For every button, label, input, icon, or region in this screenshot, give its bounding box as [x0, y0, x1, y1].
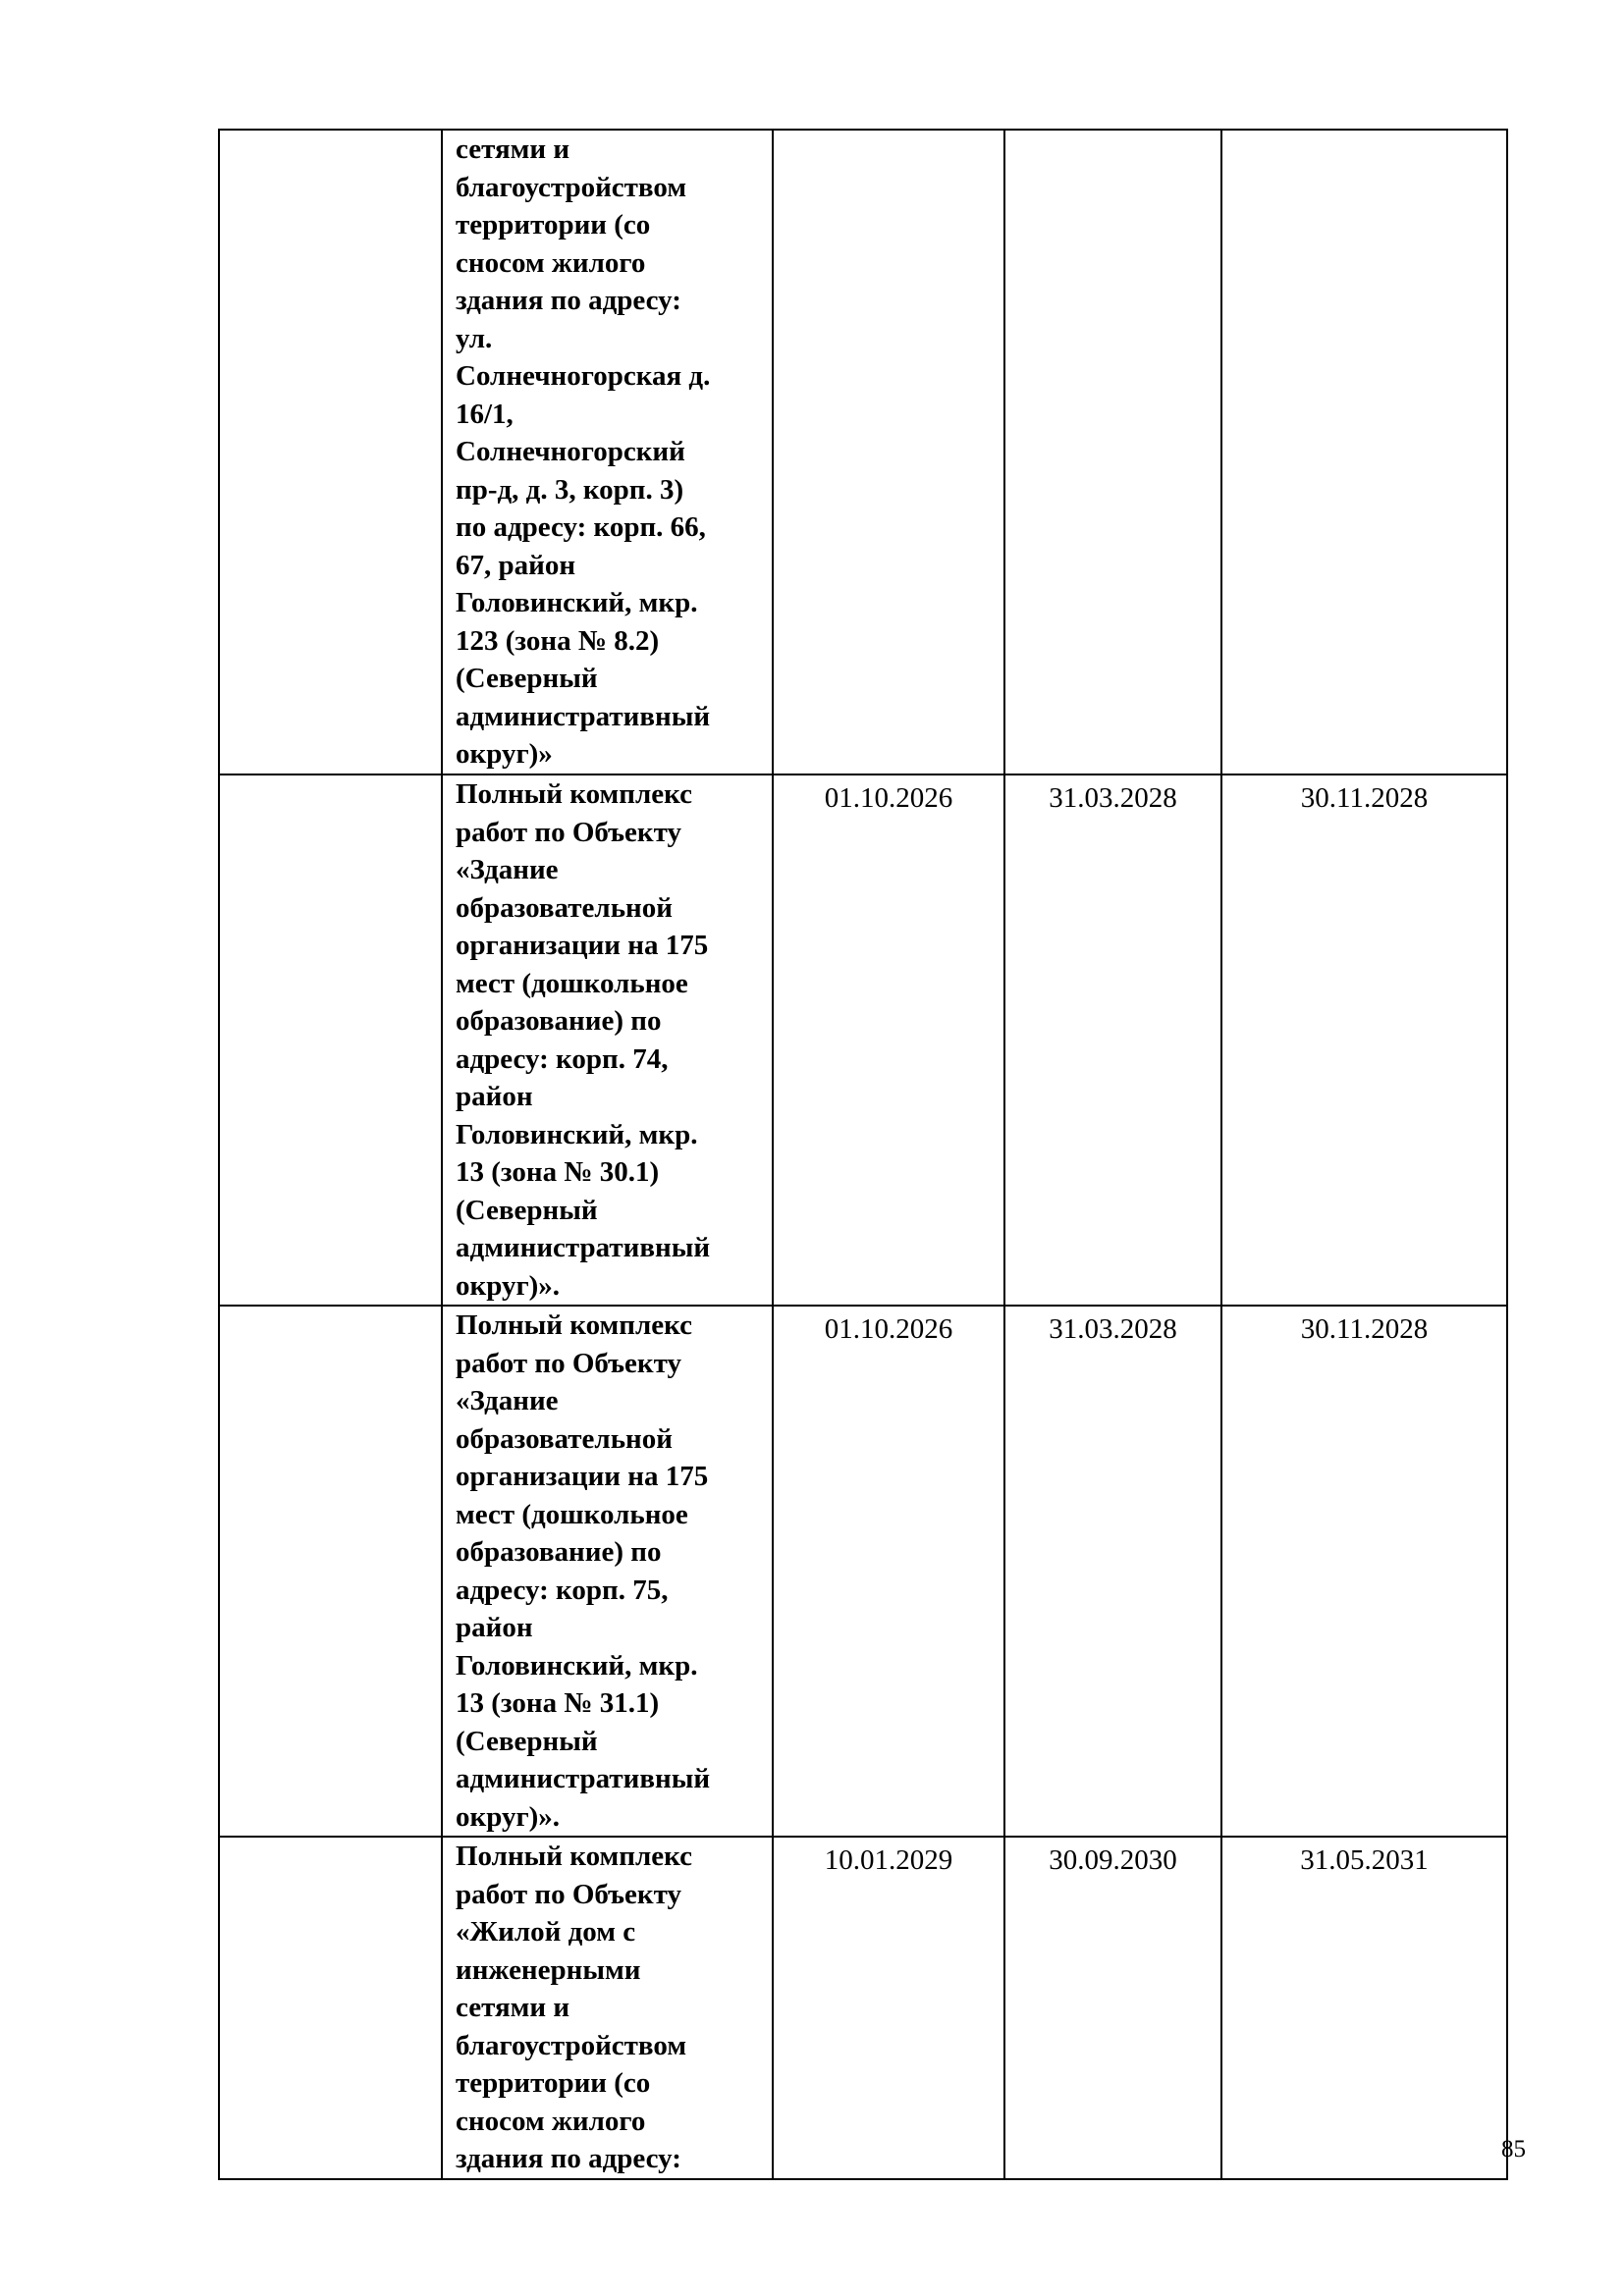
table-row — [219, 1306, 1507, 1837]
work-description: Полный комплекс работ по Объекту «Здание образовательной организации на 175 мест (дошкольное образование) по адресу: корп. 74, район Головинский, мкр. 13 (зона № 30.1) (Северный административный округ)». — [456, 778, 711, 1302]
row-number-cell — [219, 774, 442, 1306]
work-description-cell — [442, 1306, 773, 1837]
table-row — [219, 774, 1507, 1306]
end-date-cell — [1004, 1306, 1221, 1837]
schedule-table — [218, 129, 1508, 2180]
completion-date — [1222, 131, 1506, 134]
table-row — [219, 1837, 1507, 2179]
row-number-cell — [219, 130, 442, 774]
completion-date: 30.11.2028 — [1300, 782, 1429, 814]
completion-date-cell — [1221, 1306, 1507, 1837]
end-date-cell — [1004, 1837, 1221, 2179]
end-date-cell — [1004, 130, 1221, 774]
completion-date-cell — [1221, 1837, 1507, 2179]
table-row — [219, 130, 1507, 774]
end-date-cell — [1004, 774, 1221, 1306]
start-date: 10.01.2029 — [824, 1844, 953, 1876]
completion-date: 31.05.2031 — [1300, 1844, 1429, 1876]
end-date: 31.03.2028 — [1049, 782, 1177, 814]
row-number-cell — [219, 1306, 442, 1837]
start-date-cell — [773, 1306, 1004, 1837]
start-date: 01.10.2026 — [824, 782, 953, 814]
work-description-cell — [442, 774, 773, 1306]
work-description: Полный комплекс работ по Объекту «Жилой дом с инженерными сетями и благоустройством территории (со сносом жилого здания по адресу: — [456, 1841, 692, 2174]
row-number-cell — [219, 1837, 442, 2179]
end-date: 30.09.2030 — [1049, 1844, 1177, 1876]
work-description-cell — [442, 1837, 773, 2179]
start-date-cell — [773, 1837, 1004, 2179]
completion-date: 30.11.2028 — [1300, 1313, 1429, 1345]
page-number: 85 — [1501, 2136, 1526, 2163]
work-description-cell — [442, 130, 773, 774]
start-date-cell — [773, 130, 1004, 774]
end-date: 31.03.2028 — [1049, 1313, 1177, 1345]
end-date — [1005, 131, 1220, 134]
completion-date-cell — [1221, 130, 1507, 774]
start-date-cell — [773, 774, 1004, 1306]
work-description: сетями и благоустройством территории (со сносом жилого здания по адресу: ул. Солнечногорская д. 16/1, Солнечногорский пр-д, д. 3, корп. 3) по адресу: корп. 66, 67, район Головинский, мкр. 123 (зона № 8.2) (Северный административный округ)» — [456, 133, 711, 770]
start-date: 01.10.2026 — [824, 1313, 953, 1345]
start-date — [774, 131, 1003, 134]
work-description: Полный комплекс работ по Объекту «Здание образовательной организации на 175 мест (дошкольное образование) по адресу: корп. 75, район Головинский, мкр. 13 (зона № 31.1) (Северный административный округ)». — [456, 1309, 711, 1833]
completion-date-cell — [1221, 774, 1507, 1306]
